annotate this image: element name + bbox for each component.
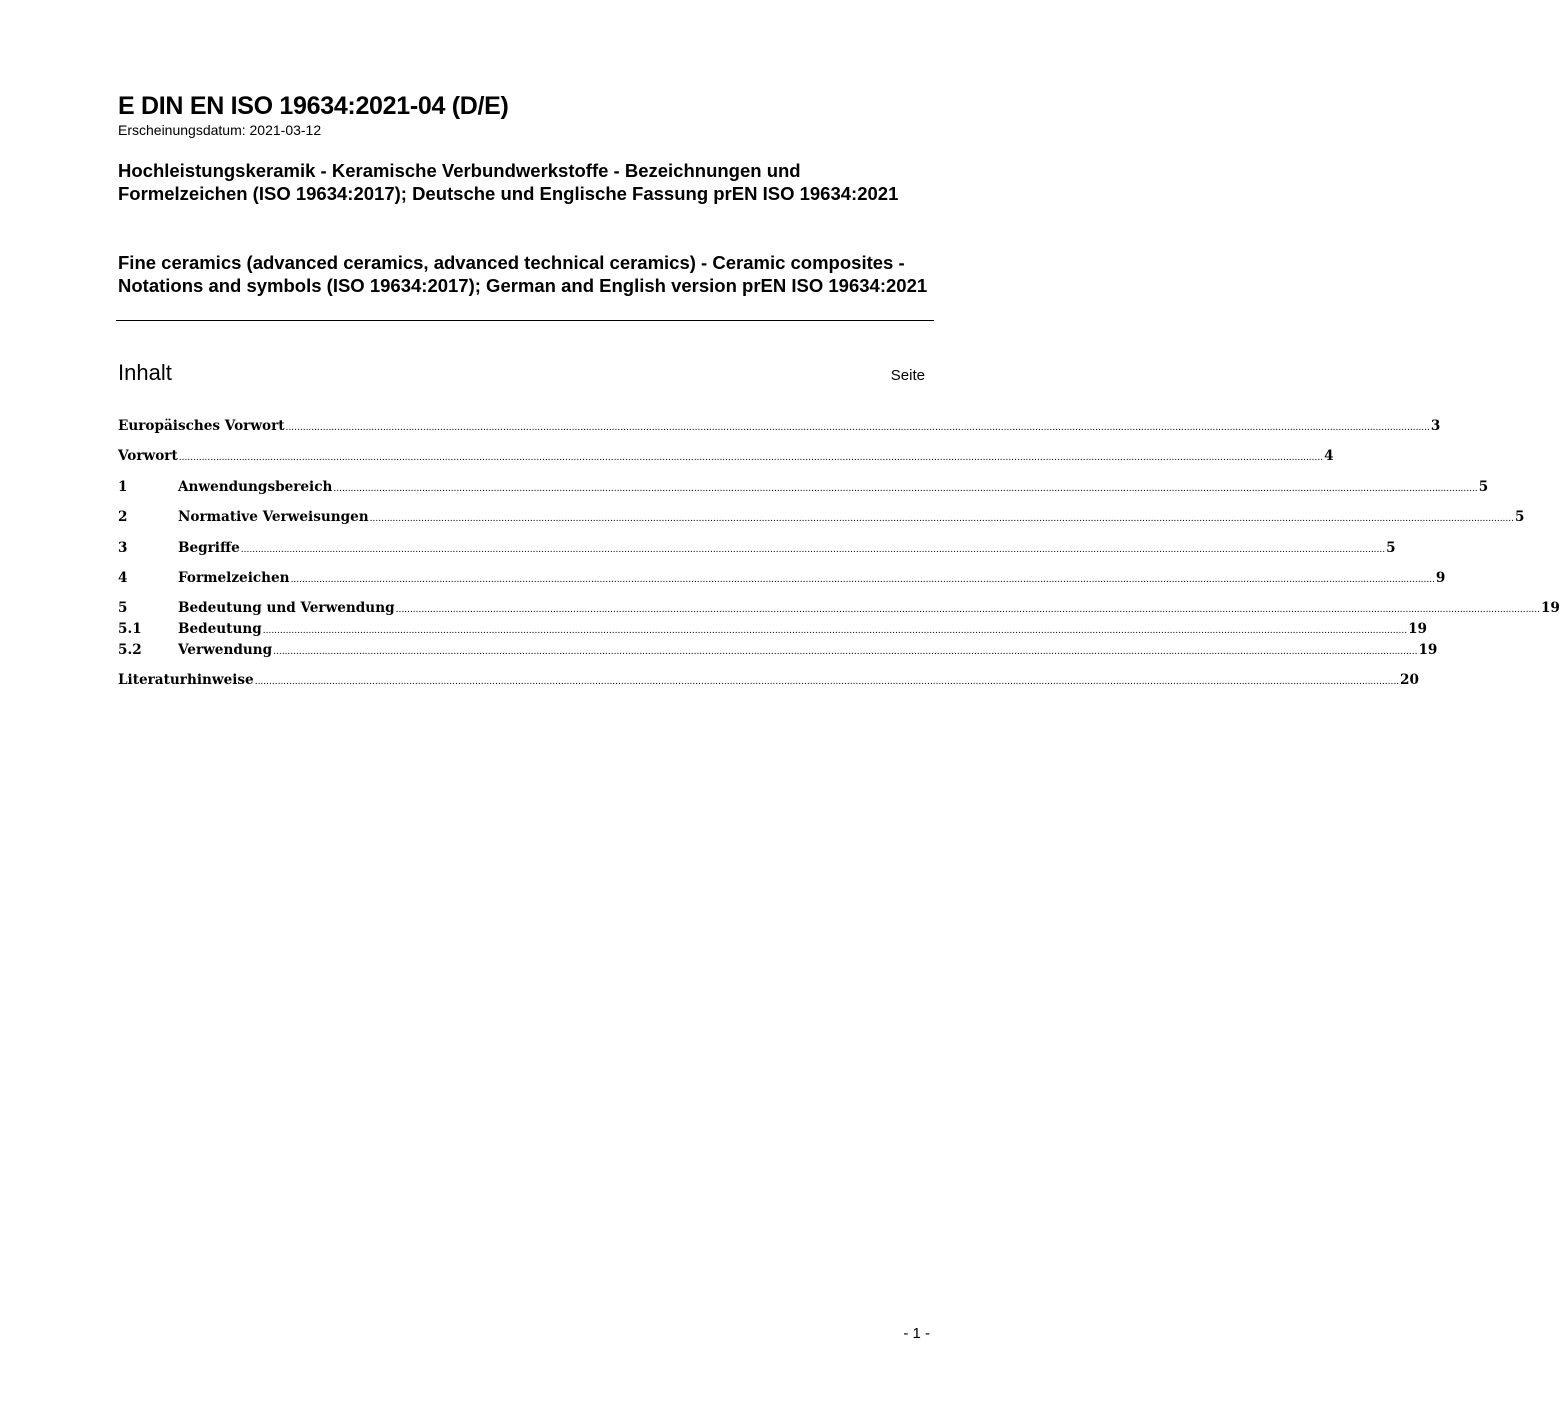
toc-entry-anwendungsbereich[interactable] [118, 479, 1489, 499]
toc-entry-page: 20 [1400, 672, 1419, 688]
toc-heading: Inhalt [118, 360, 172, 385]
toc-entry-page: 19 [1540, 600, 1560, 616]
toc-entry-page: 5 [1515, 509, 1525, 525]
toc-entry-bedeutung-und-verwendung[interactable] [118, 600, 1560, 620]
title-german: Hochleistungskeramik - Keramische Verbundwerkstoffe - Bezeichnungen und Formelzeichen (ISO 19634:2017); Deutsche und Englische Fassung prEN ISO 19634:2021 [118, 160, 899, 204]
toc-entry-title: Bedeutung [178, 621, 262, 637]
toc-entry-page: 4 [1324, 448, 1334, 464]
toc-entry-title: Vorwort [118, 448, 178, 464]
toc-leader-dots: ................................................................................................................................................................................................................................................................................................................................................................................................................ [273, 647, 1418, 657]
toc-leader-dots: ................................................................................................................................................................................................................................................................................................................................................................................................................ [369, 514, 1514, 524]
toc-entry-page: 9 [1435, 570, 1446, 586]
toc-entry-normative-verweisungen[interactable] [118, 509, 1525, 529]
toc-entry-title: Europäisches Vorwort [118, 418, 285, 434]
toc-entry-begriffe[interactable] [118, 540, 1396, 560]
toc-entry-number: 5 [118, 600, 128, 616]
toc-entry-europaisches-vorwort[interactable] [118, 418, 1441, 438]
toc-entry-number: 5.1 [118, 621, 142, 637]
toc-page-label: Seite [890, 367, 925, 384]
toc-leader-dots: ................................................................................................................................................................................................................................................................................................................................................................................................................ [240, 545, 1386, 555]
toc-leader-dots: ................................................................................................................................................................................................................................................................................................................................................................................................................ [333, 484, 1478, 494]
toc-leader-dots: ................................................................................................................................................................................................................................................................................................................................................................................................................ [262, 626, 1408, 636]
toc-entry-page: 5 [1478, 479, 1489, 495]
toc-leader-dots: ................................................................................................................................................................................................................................................................................................................................................................................................................ [395, 605, 1540, 615]
header-divider [116, 320, 934, 321]
toc-entry-page: 19 [1408, 621, 1427, 637]
toc-entry-title: Anwendungsbereich [178, 479, 333, 495]
toc-entry-title: Literaturhinweise [118, 672, 254, 688]
toc-entry-formelzeichen[interactable] [118, 570, 1446, 590]
toc-entry-number: 2 [118, 509, 128, 525]
toc-leader-dots: ................................................................................................................................................................................................................................................................................................................................................................................................................ [290, 575, 1435, 585]
toc-entry-literaturhinweise[interactable] [118, 672, 1419, 692]
toc-leader-dots: ................................................................................................................................................................................................................................................................................................................................................................................................................ [285, 423, 1430, 433]
toc-entry-verwendung[interactable] [118, 642, 1438, 662]
toc-leader-dots: ................................................................................................................................................................................................................................................................................................................................................................................................................ [178, 453, 1324, 463]
page-number: - 1 - [903, 1325, 930, 1342]
toc-entry-page: 3 [1430, 418, 1441, 434]
toc-entry-bedeutung[interactable] [118, 621, 1427, 641]
toc-entry-page: 5 [1386, 540, 1396, 556]
toc-leader-dots: ................................................................................................................................................................................................................................................................................................................................................................................................................ [254, 677, 1400, 687]
title-english: Fine ceramics (advanced ceramics, advanced technical ceramics) - Ceramic composites - Notations and symbols (ISO 19634:2017); German and English version prEN ISO 19634:2021 [118, 252, 928, 296]
toc-entry-number: 4 [118, 570, 128, 586]
toc-entry-page: 19 [1418, 642, 1438, 658]
toc-entry-number: 5.2 [118, 642, 142, 658]
toc-entry-vorwort[interactable] [118, 448, 1334, 468]
publication-date: Erscheinungsdatum: 2021-03-12 [118, 122, 322, 138]
toc-entry-title: Bedeutung und Verwendung [178, 600, 395, 616]
toc-entry-number: 1 [118, 479, 128, 495]
toc-entry-number: 3 [118, 540, 128, 556]
toc-entry-title: Formelzeichen [178, 570, 290, 586]
toc-entry-title: Begriffe [178, 540, 240, 556]
document-id: E DIN EN ISO 19634:2021-04 (D/E) [118, 92, 509, 120]
toc-entry-title: Normative Verweisungen [178, 509, 369, 525]
toc-entry-title: Verwendung [178, 642, 273, 658]
